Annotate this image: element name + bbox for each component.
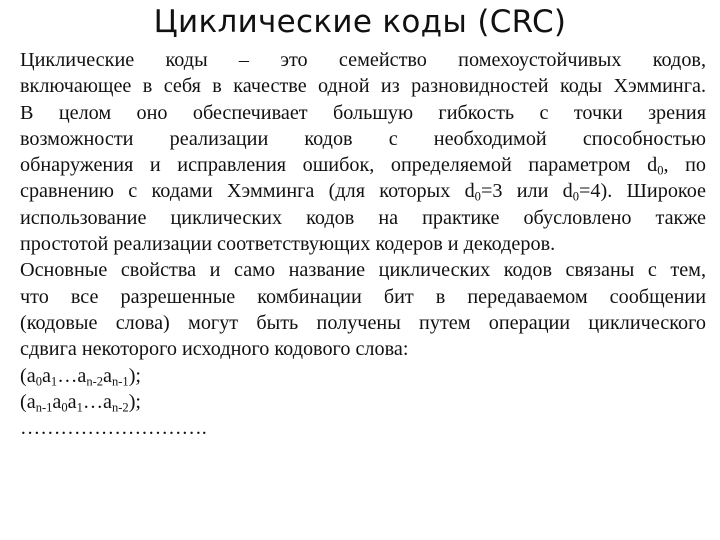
formula-part: (a	[20, 364, 36, 387]
body-text	[20, 47, 706, 441]
text-line: Циклические коды – это семейство помехоустойчивых кодов,	[20, 49, 706, 71]
formula-shift-1	[20, 389, 706, 415]
formula-part: a	[103, 364, 112, 387]
formula-part: (a	[20, 390, 36, 413]
subscript: 0	[474, 189, 481, 204]
text-segment: обнаружения и исправления ошибок, определяемой параметром d	[20, 154, 658, 177]
formula-part: a	[67, 390, 77, 413]
subscript: 0	[35, 374, 42, 389]
subscript: n-1	[35, 400, 53, 415]
formula-part: a	[41, 364, 51, 387]
text-line: простотой реализации соответствующих кодеров и декодеров.	[20, 233, 556, 256]
slide-title: Циклические коды (CRC)	[153, 4, 567, 40]
formula-part: …a	[57, 364, 87, 387]
text-line: В целом оно обеспечивает большую гибкость с точки зрения	[20, 101, 706, 124]
subscript: 1	[50, 374, 58, 389]
text-line: включающее в себя в качестве одной из разновидностей коды Хэмминга.	[20, 75, 706, 98]
text-line: что все разрешенные комбинации бит в передаваемом сообщении	[20, 285, 706, 308]
subscript: 0	[61, 400, 68, 415]
text-line: Основные свойства и само название циклических кодов связаны с тем,	[20, 259, 706, 282]
subscript: n-2	[112, 400, 129, 415]
text-segment: =3 или d	[480, 180, 573, 203]
text-segment: =4). Широкое	[579, 180, 706, 203]
text-segment: , по	[663, 154, 706, 177]
formula-part: …a	[82, 390, 112, 413]
text-segment: сравнению с кодами Хэмминга (для которых d	[20, 180, 475, 203]
subscript: n-1	[112, 374, 129, 389]
formula-part: );	[128, 364, 142, 387]
text-line: возможности реализации кодов с необходимой способностью	[20, 127, 706, 150]
text-line	[20, 152, 706, 178]
subscript: 0	[657, 163, 664, 178]
formula-part: a	[52, 390, 62, 413]
subscript: n-2	[86, 374, 104, 389]
ellipsis-line: ……………………….	[20, 417, 207, 440]
text-line: (кодовые слова) могут быть получены путем операции циклического	[20, 311, 706, 334]
formula-part: );	[128, 390, 142, 413]
paragraph-1	[20, 47, 706, 257]
text-line: сдвига некоторого исходного кодового слова:	[20, 338, 409, 361]
text-line	[20, 178, 706, 204]
formula-shift-0	[20, 363, 706, 389]
paragraph-2	[20, 257, 706, 362]
text-line: использование циклических кодов на практике обусловлено также	[20, 206, 706, 229]
subscript: 0	[572, 189, 580, 204]
subscript: 1	[76, 400, 83, 415]
